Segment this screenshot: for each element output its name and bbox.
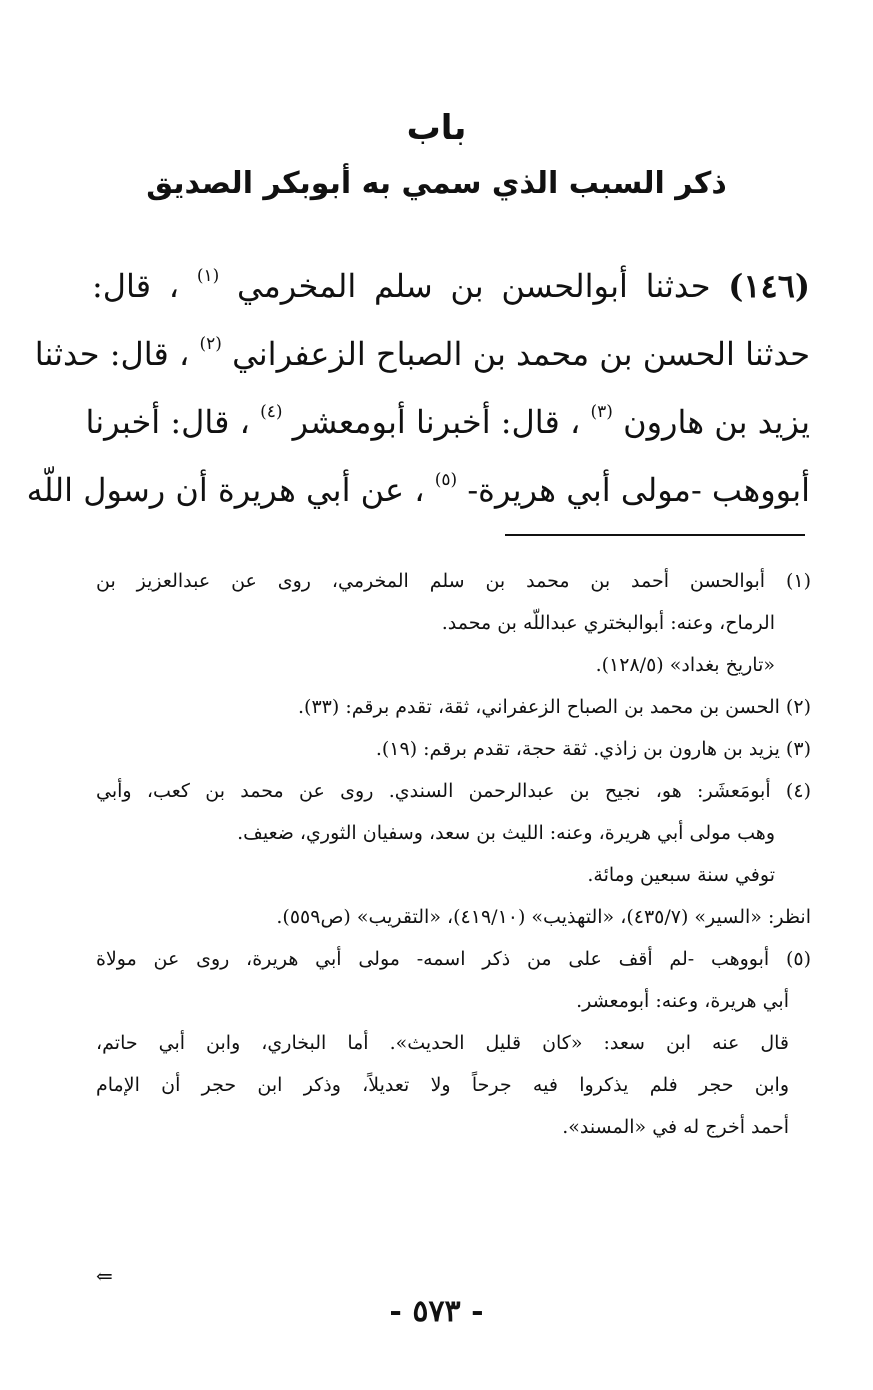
hadith-line bbox=[85, 391, 810, 459]
hadith-text bbox=[26, 255, 811, 527]
narration-segment: ، قال: bbox=[92, 267, 180, 305]
page-number: - ٥٧٣ - bbox=[389, 1294, 484, 1329]
chapter-subtitle: ذكر السبب الذي سمي به أبوبكر الصديق bbox=[146, 166, 727, 201]
footnote-4-line: توفي سنة سبعين ومائة. bbox=[587, 864, 775, 886]
footnote-5-line: أبي هريرة، وعنه: أبومعشر. bbox=[576, 990, 789, 1012]
footnote-1-line: الرماح، وعنه: أبوالبختري عبداللّه بن محمد. bbox=[441, 612, 775, 634]
footnote-separator bbox=[505, 534, 805, 536]
footnote-4-line: وهب مولى أبي هريرة، وعنه: الليث بن سعد، وسفيان الثوري، ضعيف. bbox=[237, 822, 775, 844]
footnote-ref: (٣) bbox=[590, 402, 613, 422]
narration-segment: يزيد بن هارون bbox=[623, 403, 810, 441]
chapter-title: باب bbox=[406, 108, 467, 148]
hadith-line bbox=[92, 255, 810, 323]
hadith-line bbox=[34, 323, 810, 391]
narration-segment: حدثنا أبوالحسن بن سلم المخرمي bbox=[236, 267, 711, 305]
narration-segment: ، قال: حدثنا bbox=[34, 335, 190, 373]
narration-segment: حدثنا الحسن بن محمد بن الصباح الزعفراني bbox=[232, 335, 810, 373]
continuation-arrow-icon: ⇐ bbox=[96, 1264, 113, 1288]
footnote-1-line: (١) أبوالحسن أحمد بن محمد بن سلم المخرمي، روى عن عبدالعزيز بن bbox=[96, 570, 811, 592]
footnote-5-line: وابن حجر فلم يذكروا فيه جرحاً ولا تعديلاً، وذكر ابن حجر أن الإمام bbox=[96, 1074, 789, 1096]
footnote-5-line: قال عنه ابن سعد: «كان قليل الحديث». أما البخاري، وابن أبي حاتم، bbox=[96, 1032, 789, 1054]
narration-segment: ، قال: أخبرنا bbox=[85, 403, 250, 441]
footnote-ref: (٤) bbox=[260, 402, 283, 422]
footnotes bbox=[96, 560, 811, 1148]
footnote-ref: (٢) bbox=[199, 334, 222, 354]
footnote-3: (٣) يزيد بن هارون بن زاذي. ثقة حجة، تقدم برقم: (١٩). bbox=[375, 738, 811, 760]
footnote-5-line: (٥) أبووهب -لم أقف على من ذكر اسمه- مولى أبي هريرة، روى عن مولاة bbox=[96, 948, 811, 970]
footnote-4-references: انظر: «السير» (٤٣٥/٧)، «التهذيب» (٤١٩/١٠)، «التقريب» (ص٥٥٩). bbox=[276, 906, 811, 928]
narration-segment: ، عن أبي هريرة أن رسول اللّه bbox=[26, 471, 425, 509]
footnote-ref: (٥) bbox=[434, 470, 458, 490]
footnote-2: (٢) الحسن بن محمد بن الصباح الزعفراني، ثقة، تقدم برقم: (٣٣). bbox=[298, 696, 811, 718]
footnote-5-line: أحمد أخرج له في «المسند». bbox=[562, 1116, 789, 1138]
footnote-4-line: (٤) أبومَعشَر: هو، نجيح بن عبدالرحمن السندي. روى عن محمد بن كعب، وأبي bbox=[96, 780, 811, 802]
narration-segment: ، قال: أخبرنا أبومعشر bbox=[292, 403, 581, 441]
hadith-number: (١٤٦) bbox=[728, 267, 811, 305]
footnote-ref: (١) bbox=[196, 266, 220, 286]
hadith-line bbox=[26, 459, 810, 527]
footnote-1-source: «تاريخ بغداد» (١٢٨/٥). bbox=[595, 654, 775, 676]
narration-segment: أبووهب -مولى أبي هريرة- bbox=[467, 471, 810, 509]
